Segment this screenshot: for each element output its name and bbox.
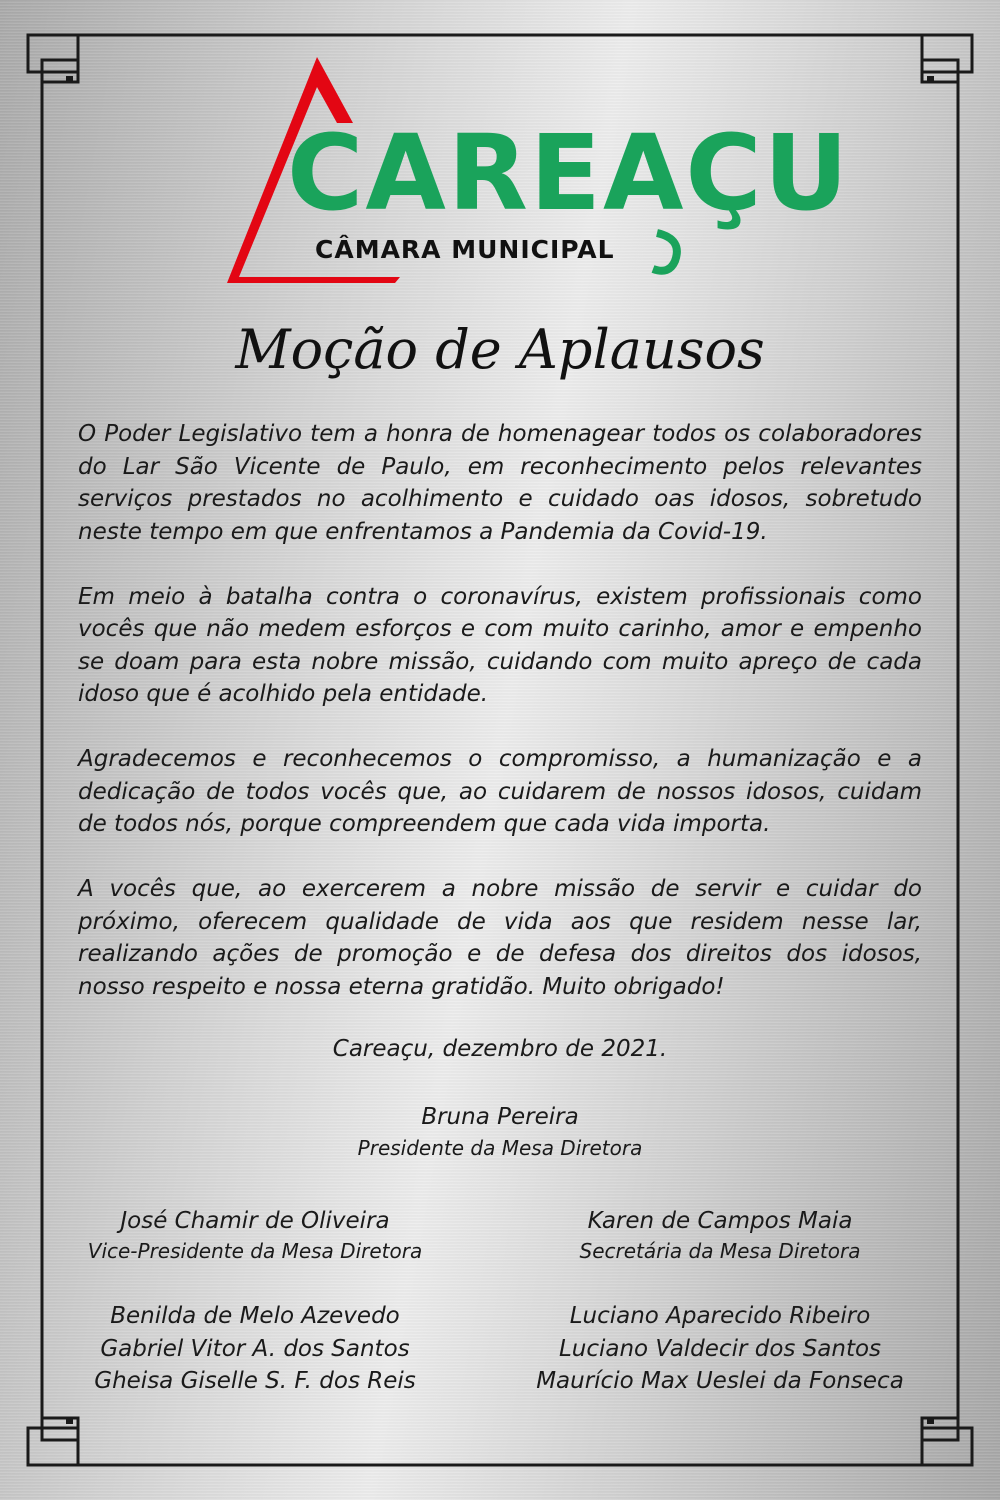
date-line: Careaçu, dezembro de 2021. xyxy=(332,1036,668,1062)
councilors-right-list xyxy=(485,1300,955,1398)
secretary-role: Secretária da Mesa Diretora xyxy=(579,1239,861,1263)
president-name: Bruna Pereira xyxy=(421,1104,579,1130)
paragraph: Em meio à batalha contra o coronavírus, existem profissionais como vocês que não medem esforços e com muito carinho, amor e empenho se doam para esta nobre missão, cuidando com muito apreço de cada idoso que é acolhido pela entidade. xyxy=(78,583,922,707)
secretary-block xyxy=(485,1205,955,1265)
paragraph: O Poder Legislativo tem a honra de homenagear todos os colaboradores do Lar São Vicente de Paulo, em reconhecimento pelos relevantes serviços prestados no acolhimento e cuidado oas idosos, sobretudo neste tempo em que enfrentamos a Pandemia da Covid-19. xyxy=(78,421,922,545)
councilor-name: Gabriel Vitor A. dos Santos xyxy=(100,1335,410,1362)
president-role: Presidente da Mesa Diretora xyxy=(357,1136,643,1160)
paragraph: A vocês que, ao exercerem a nobre missão de servir e cuidar do próximo, oferecem qualidade de vida aos que residem nesse lar, realizando ações de promoção e de defesa dos direitos dos idosos, nosso respeito e nossa eterna gratidão. Muito obrigado! xyxy=(78,876,922,1000)
secretary-name: Karen de Campos Maia xyxy=(587,1208,853,1234)
vice-president-name: José Chamir de Oliveira xyxy=(120,1208,390,1234)
councilor-name: Luciano Aparecido Ribeiro xyxy=(569,1303,871,1329)
body-text xyxy=(78,418,922,1003)
councilor-name: Gheisa Giselle S. F. dos Reis xyxy=(94,1368,416,1394)
paragraph: Agradecemos e reconhecemos o compromisso, a humanização e a dedicação de todos vocês que, ao cuidarem de nossos idosos, cuidam de todos nós, porque compreendem que cada vida importa. xyxy=(78,746,922,837)
vice-president-block xyxy=(20,1205,490,1265)
councilors-left-list xyxy=(20,1300,490,1398)
logo-subtitle: CÂMARA MUNICIPAL xyxy=(315,235,615,264)
logo-wordmark: CAREAÇU xyxy=(287,112,851,234)
councilor-name: Luciano Valdecir dos Santos xyxy=(558,1335,882,1362)
councilor-name: Maurício Max Ueslei da Fonseca xyxy=(536,1368,904,1394)
document-title: Moção de Aplausos xyxy=(235,318,765,381)
cedilla-hook-icon xyxy=(653,233,677,271)
councilor-name: Benilda de Melo Azevedo xyxy=(110,1303,400,1329)
vice-president-role: Vice-Presidente da Mesa Diretora xyxy=(87,1239,423,1263)
logo xyxy=(225,55,851,290)
